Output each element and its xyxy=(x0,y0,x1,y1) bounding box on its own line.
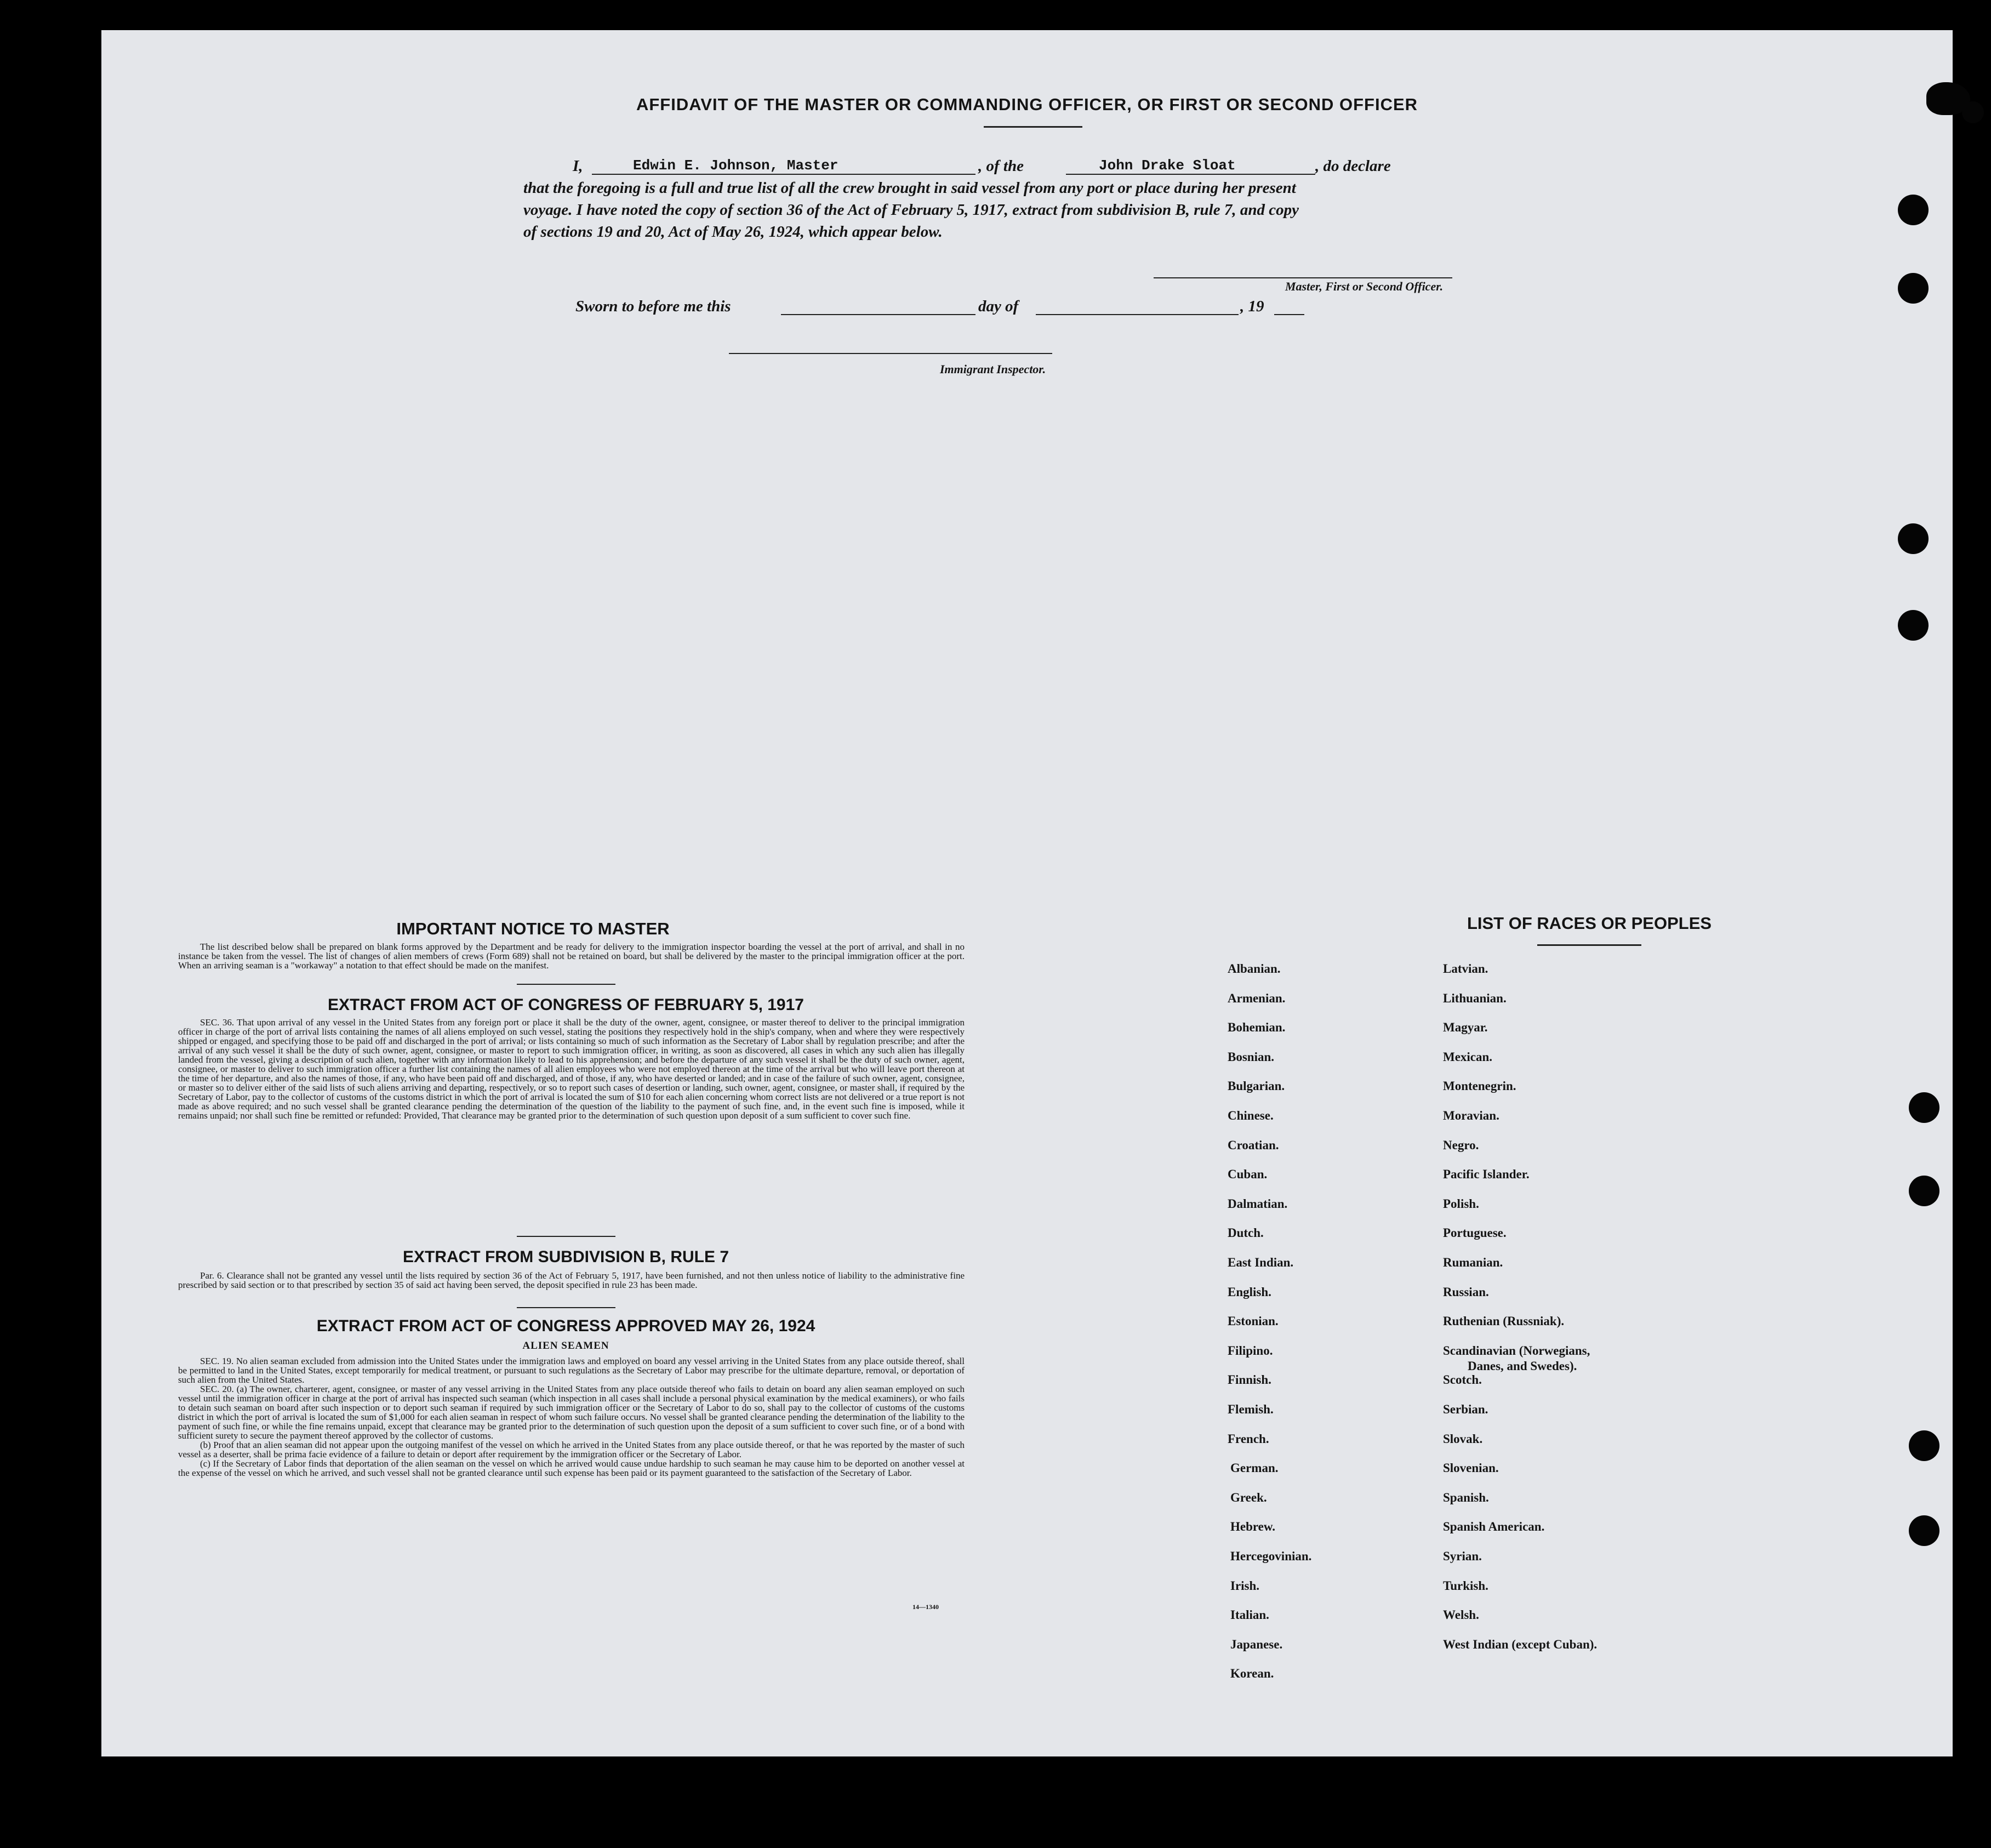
binder-hole xyxy=(1909,1176,1939,1206)
race-item: East Indian. xyxy=(1228,1256,1294,1269)
races-title: LIST OF RACES OR PEOPLES xyxy=(1467,914,1712,933)
race-item: Lithuanian. xyxy=(1443,991,1507,1005)
title-rule xyxy=(984,126,1082,128)
race-item: Japanese. xyxy=(1230,1637,1283,1651)
race-item: Polish. xyxy=(1443,1196,1479,1211)
race-item: Finnish. xyxy=(1228,1373,1271,1387)
race-item: Bulgarian. xyxy=(1228,1079,1285,1093)
sec-20c: (c) If the Secretary of Labor finds that deportation of the alien seaman on the vessel on which he arrived would cause undue hardship to such seaman he may cause him to be deported on another vessel at the expense of the vessel on which he arrived, and such vessel shall not be granted clearance until such expense has been paid or its payment guaranteed to the satisfaction of the Secretary of Labor. xyxy=(178,1458,965,1478)
race-item: Greek. xyxy=(1230,1490,1267,1504)
rule7-title: EXTRACT FROM SUBDIVISION B, RULE 7 xyxy=(402,1248,729,1266)
of-the-text: , of the xyxy=(978,157,1024,175)
master-name-line xyxy=(592,174,975,175)
race-item: Bosnian. xyxy=(1228,1050,1275,1064)
race-item: Scotch. xyxy=(1443,1373,1482,1387)
sworn-day-line xyxy=(781,314,975,315)
vessel-name-line xyxy=(1066,174,1315,175)
race-item: Flemish. xyxy=(1228,1402,1274,1416)
race-item: Syrian. xyxy=(1443,1549,1482,1563)
sworn-month-line xyxy=(1036,314,1239,315)
year-text: , 19 xyxy=(1240,298,1264,315)
race-item: Pacific Islander. xyxy=(1443,1167,1530,1182)
race-item: Albanian. xyxy=(1228,962,1281,976)
form-number: 14—1340 xyxy=(912,1603,939,1611)
race-item: English. xyxy=(1228,1285,1271,1299)
do-declare-text: , do declare xyxy=(1315,157,1391,175)
race-item: Negro. xyxy=(1443,1138,1479,1152)
extract-1924-text xyxy=(178,1356,965,1478)
binder-hole xyxy=(1909,1092,1939,1123)
race-item: Korean. xyxy=(1230,1667,1274,1681)
race-item: Armenian. xyxy=(1228,991,1286,1005)
race-item: Portuguese. xyxy=(1443,1226,1507,1240)
manifest-page xyxy=(101,30,1953,1756)
race-item: Mexican. xyxy=(1443,1050,1493,1064)
race-item: Filipino. xyxy=(1228,1343,1273,1358)
race-item: Bohemian. xyxy=(1228,1020,1286,1035)
race-item: Dutch. xyxy=(1228,1226,1264,1240)
extract-1917-text: SEC. 36. That upon arrival of any vessel in the United States from any foreign port or place it shall be the duty of the owner, agent, consignee, or master thereof to deliver to the principal immigration officer in charge of the port of arrival lists containing the names of all aliens employed on such vessel, stating the positions they respectively hold in the ship's company, when and where they were respectively shipped or engaged, and specifying those to be paid off and discharged in the port of arrival; or lists containing so much of such information as the Secretary of Labor shall by regulation prescribe; and after the arrival of any such vessel it shall be the duty of such owner, agent, consignee, or master to report to such immigration officer, in writing, as soon as discovered, all cases in which any such alien has illegally landed from the vessel, giving a description of such alien, together with any information likely to lead to his apprehension; and before the departure of any such vessel it shall be the duty of such owner, agent, consignee, or master to deliver to such immigration officer a further list containing the names of all alien employees who were not employed thereon at the time of the arrival but who will leave port thereon at the time of her departure, and also the names of those, if any, who have been paid off and discharged, and of those, if any, who have deserted or landed; and in case of the failure of such owner, agent, consignee, or master so to deliver either of the said lists of such aliens arriving and departing, respectively, or so to report such cases of desertion or landing, such owner, agent, consignee, or master shall, if required by the Secretary of Labor, pay to the collector of customs of the customs district in which the port of arrival is located the sum of $10 for each alien concerning whom correct lists are not delivered or a true report is not made as above required; and no such vessel shall be granted clearance pending the determination of the question of the liability to the payment of such fine, and, in the event such fine is imposed, while it remains unpaid; nor shall such fine be remitted or refunded: Provided, That clearance may be granted prior to the determination of such question upon deposit of a sum sufficient to cover such fine. xyxy=(178,1017,965,1121)
binder-hole xyxy=(1909,1430,1939,1461)
race-item: Spanish American. xyxy=(1443,1520,1545,1534)
race-item: Spanish. xyxy=(1443,1490,1489,1504)
master-name: Edwin E. Johnson, Master xyxy=(633,157,838,174)
race-item: Scandinavian (Norwegians, xyxy=(1443,1343,1590,1358)
affidavit-i: I, xyxy=(573,157,583,175)
race-item: Hercegovinian. xyxy=(1230,1549,1312,1563)
extract-1917-title: EXTRACT FROM ACT OF CONGRESS OF FEBRUARY 5, 1917 xyxy=(328,996,804,1014)
binder-hole xyxy=(1909,1515,1939,1546)
race-item: Latvian. xyxy=(1443,962,1488,976)
sworn-year-line xyxy=(1274,314,1304,315)
master-signature-label: Master, First or Second Officer. xyxy=(1285,280,1444,293)
day-of-text: day of xyxy=(978,298,1019,315)
race-item: Cuban. xyxy=(1228,1167,1268,1182)
alien-seamen-subtitle: ALIEN SEAMEN xyxy=(522,1340,609,1351)
race-item: West Indian (except Cuban). xyxy=(1443,1637,1598,1651)
race-item: Ruthenian (Russniak). xyxy=(1443,1314,1565,1328)
affidavit-line-2: that the foregoing is a full and true list of all the crew brought in said vessel from any port or place during her present xyxy=(523,179,1296,197)
race-item: Irish. xyxy=(1230,1578,1260,1593)
extract-1917-rule xyxy=(517,1236,615,1237)
sworn-text: Sworn to before me this xyxy=(575,298,731,315)
sec-20b: (b) Proof that an alien seaman did not appear upon the outgoing manifest of the vessel on which he arrived in the United States from any place outside thereof, or that he was reported by the master of such vessel as a deserter, shall be prima facie evidence of a failure to detain or deport after requirement by the immigration officer or the Secretary of Labor. xyxy=(178,1440,965,1459)
sec-19: SEC. 19. No alien seaman excluded from admission into the United States under the immigration laws and employed on board any vessel arriving in the United States from any place outside thereof, shall be permitted to land in the United States, except temporarily for medical treatment, or pursuant to such regulations as the Secretary of Labor may prescribe for the ultimate departure, removal, or deportation of such alien from the United States. xyxy=(178,1356,965,1385)
notice-title: IMPORTANT NOTICE TO MASTER xyxy=(396,919,670,938)
races-rule xyxy=(1537,944,1641,946)
binder-hole xyxy=(1898,523,1929,554)
race-item: Rumanian. xyxy=(1443,1256,1503,1269)
sec-20a: SEC. 20. (a) The owner, charterer, agent, consignee, or master of any vessel arriving in the United States from any place outside thereof who fails to detain on board any alien seaman employed on such vessel until the immigration officer in charge at the port of arrival has inspected such seaman (which inspection in all cases shall include a personal physical examination by the medical examiners), or who fails to detain such seaman on board after such inspection or to deport such seaman if required by such immigration officer or the Secretary of Labor to do so, shall pay to the collector of customs of the customs district in which the port of arrival is located the sum of $1,000 for each alien seaman in respect of whom such failure occurs. No vessel shall be granted clearance pending the determination of the liability to the payment of such fine, or while the fine remains unpaid, except that clearance may be granted prior to the determination of such question upon the deposit of a sum sufficient to cover such fine, or of a bond with sufficient surety to secure the payment thereof approved by the collector of customs. xyxy=(178,1384,965,1441)
race-item: Estonian. xyxy=(1228,1314,1279,1328)
inspector-signature-line xyxy=(729,353,1052,354)
race-item: Moravian. xyxy=(1443,1109,1499,1122)
notice-text: The list described below shall be prepared on blank forms approved by the Department and be ready for delivery to the immigration inspector boarding the vessel at the port of arrival, and shall in no instance be taken from the vessel. The list of changes of alien members of crews (Form 689) shall not be retained on board, but shall be delivered by the master to the principal immigration officer at the port. When an arriving seaman is a "workaway" a notation to that effect should be made on the manifest. xyxy=(178,942,965,971)
race-item: French. xyxy=(1228,1431,1269,1446)
affidavit-line-4: of sections 19 and 20, Act of May 26, 1924, which appear below. xyxy=(523,223,943,241)
race-item: Dalmatian. xyxy=(1228,1196,1288,1211)
race-item: Welsh. xyxy=(1443,1608,1479,1622)
race-item: Serbian. xyxy=(1443,1402,1488,1416)
rule7-rule xyxy=(517,1307,615,1308)
affidavit-title: AFFIDAVIT OF THE MASTER OR COMMANDING OFFICER, OR FIRST OR SECOND OFFICER xyxy=(636,95,1418,114)
rule7-text: Par. 6. Clearance shall not be granted any vessel until the lists required by section 36 of the Act of February 5, 1917, have been furnished, and not then unless notice of liability to the administrative fine prescribed by said section or to that prescribed by section 35 of said act having been served, the deposit specified in rule 23 has been made. xyxy=(178,1270,965,1290)
race-item: German. xyxy=(1230,1461,1279,1475)
affidavit-line-3: voyage. I have noted the copy of section 36 of the Act of February 5, 1917, extract from subdivision B, rule 7, and copy xyxy=(523,201,1299,219)
ink-blot-small xyxy=(1962,101,1984,123)
race-item: Magyar. xyxy=(1443,1020,1488,1035)
vessel-name: John Drake Sloat xyxy=(1099,157,1236,174)
race-item: Russian. xyxy=(1443,1285,1489,1299)
race-item: Turkish. xyxy=(1443,1578,1488,1593)
binder-hole xyxy=(1898,195,1929,225)
race-item: Slovak. xyxy=(1443,1431,1483,1446)
race-item: Chinese. xyxy=(1228,1109,1274,1122)
race-item: Danes, and Swedes). xyxy=(1468,1359,1577,1373)
inspector-label: Immigrant Inspector. xyxy=(940,362,1046,376)
race-item: Montenegrin. xyxy=(1443,1079,1516,1093)
master-signature-line xyxy=(1154,277,1452,278)
binder-hole xyxy=(1898,610,1929,641)
race-item: Italian. xyxy=(1230,1608,1269,1622)
races-right-column xyxy=(1443,962,1717,1756)
races-left-column xyxy=(1228,962,1408,1756)
race-item: Hebrew. xyxy=(1230,1520,1275,1534)
binder-hole xyxy=(1898,273,1929,304)
race-item: Croatian. xyxy=(1228,1138,1279,1152)
notice-rule xyxy=(517,984,615,985)
race-item: Slovenian. xyxy=(1443,1461,1499,1475)
extract-1924-title: EXTRACT FROM ACT OF CONGRESS APPROVED MAY 26, 1924 xyxy=(316,1317,815,1335)
